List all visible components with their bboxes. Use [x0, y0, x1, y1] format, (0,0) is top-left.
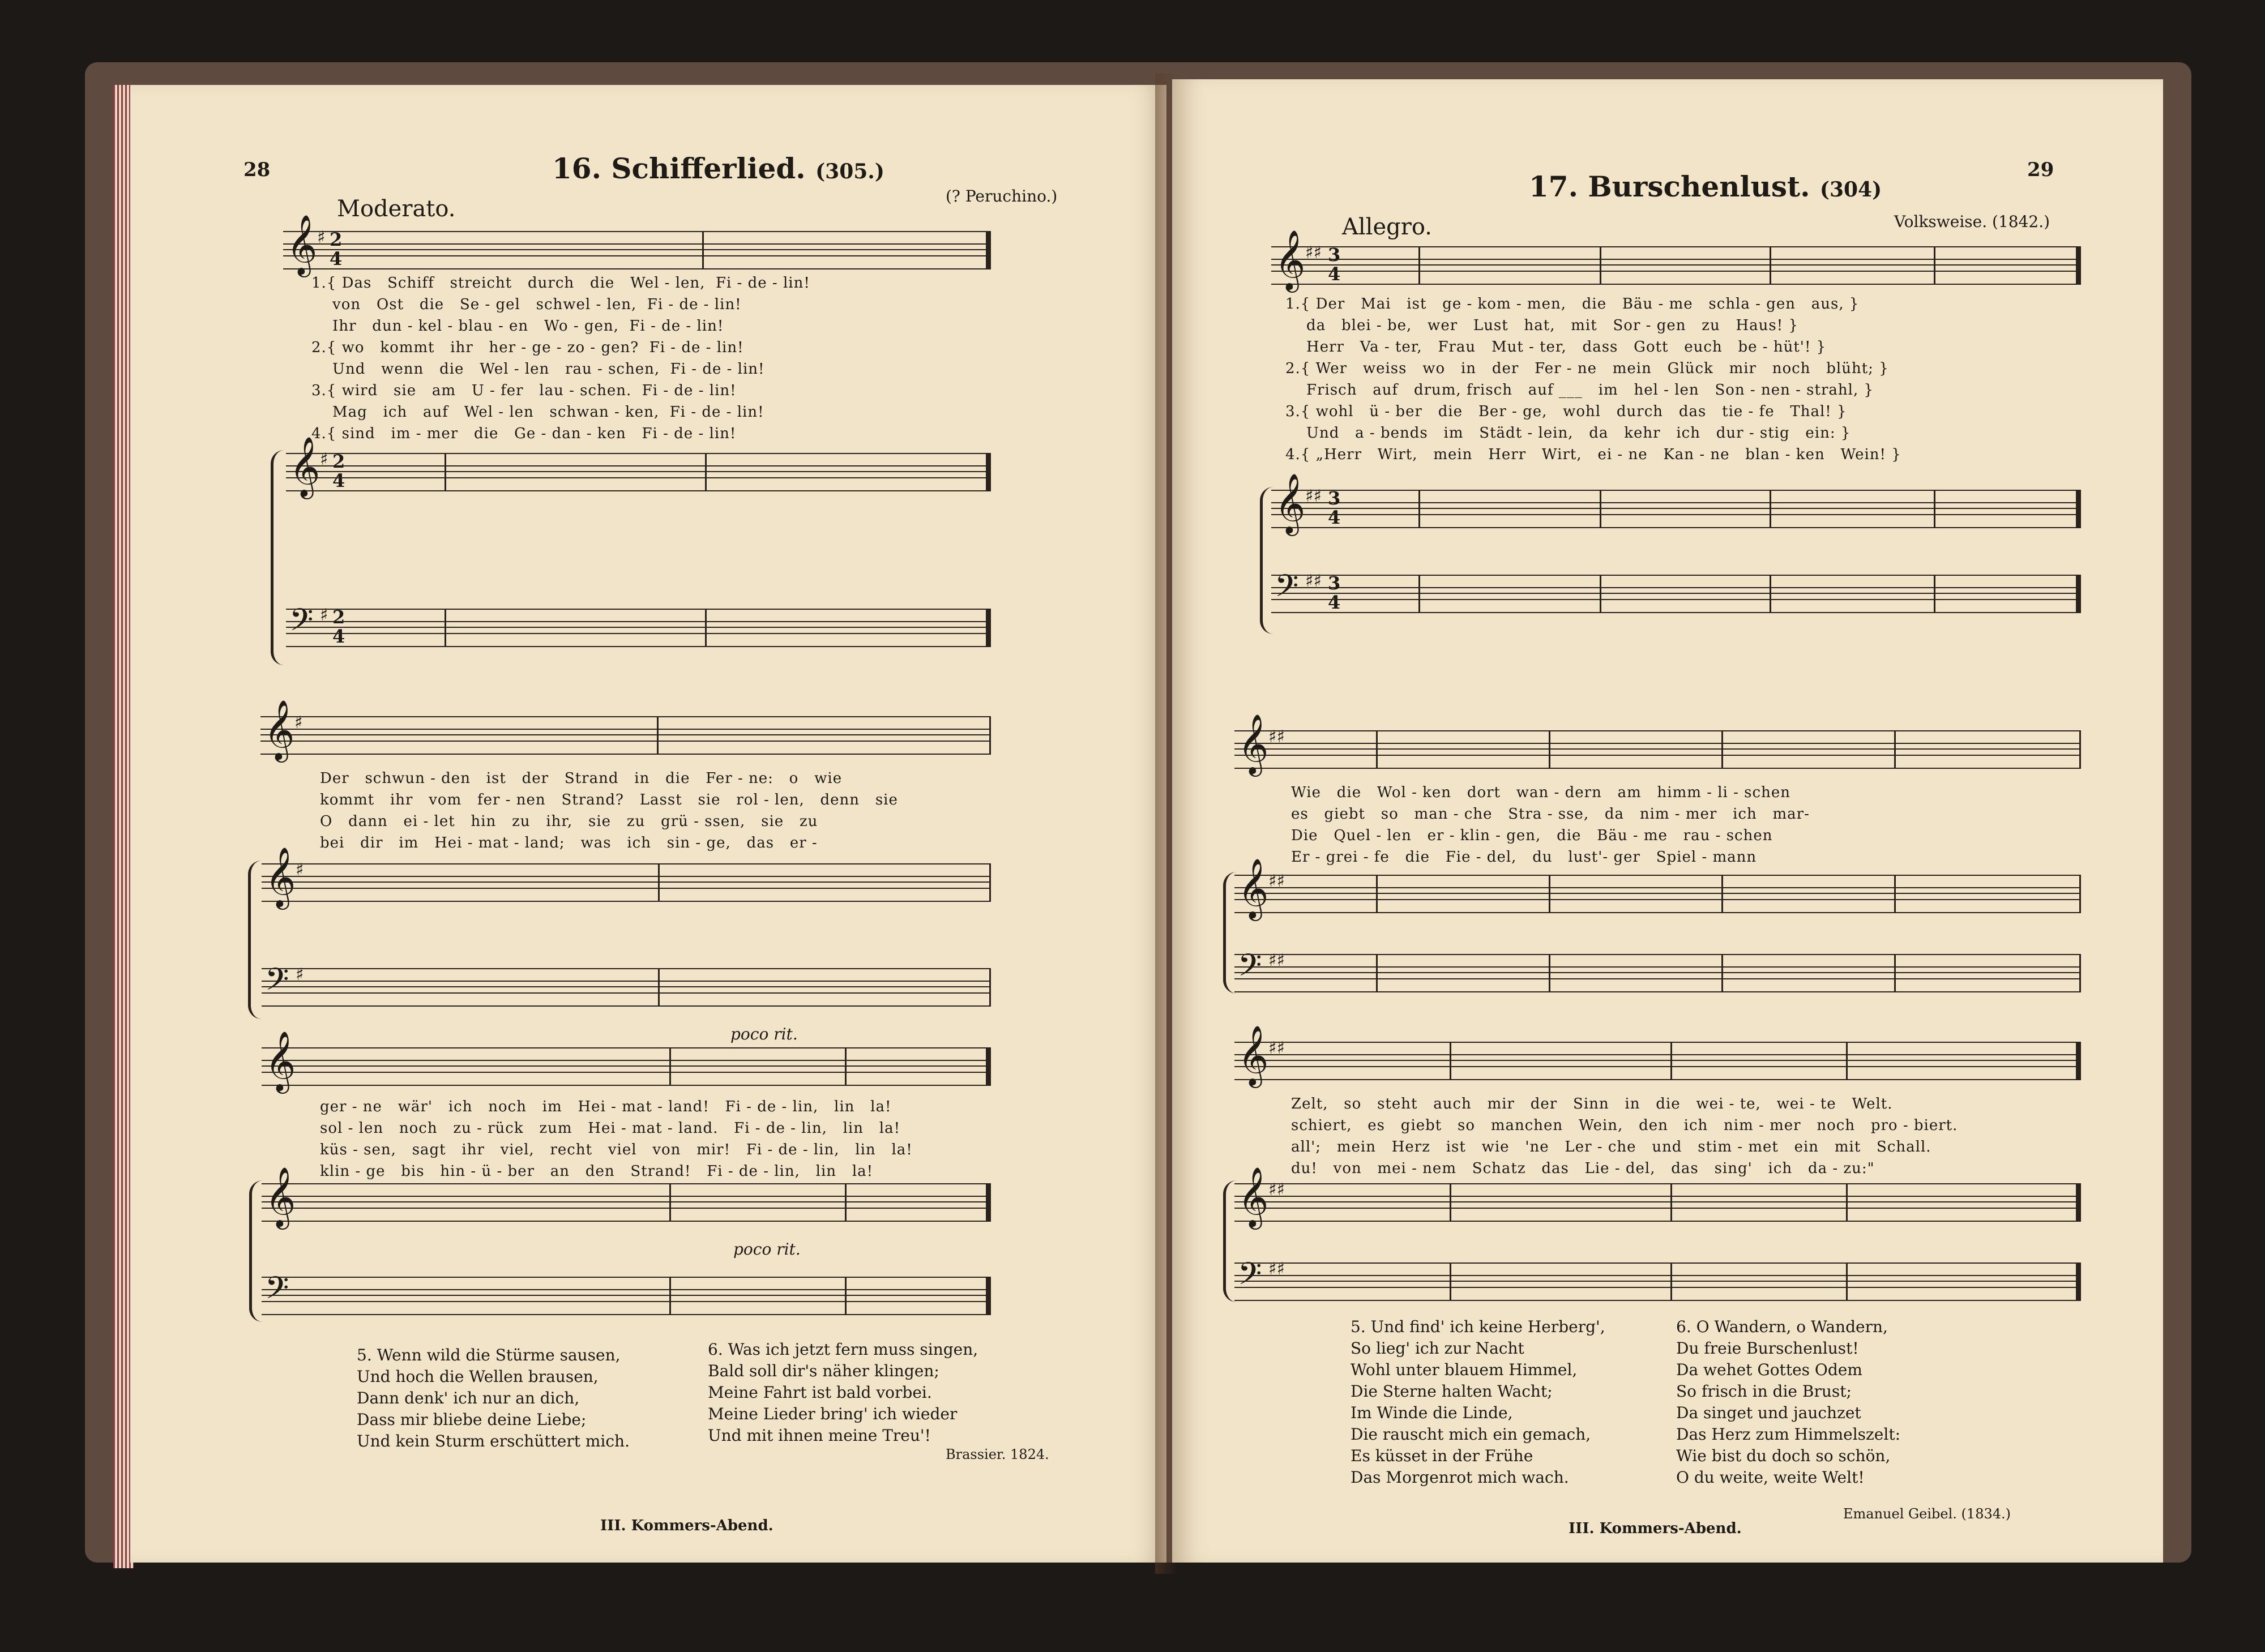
lyric-line: du! von mei - nem Schatz das Lie - del, das sing' ich da - zu:"	[1291, 1160, 1875, 1177]
stanza-line: Bald soll dir's näher klingen;	[708, 1362, 939, 1380]
lyric-line: Ihr dun - kel - blau - en Wo - gen, Fi - de - lin!	[311, 318, 724, 335]
stanza-6	[708, 1339, 978, 1446]
stanza-line: Und mit ihnen meine Treu'!	[708, 1426, 931, 1445]
stanza-line: Die Sterne halten Wacht;	[1351, 1382, 1553, 1401]
stanza-line: Dass mir bliebe deine Liebe;	[357, 1410, 587, 1429]
stanza-line: Wohl unter blauem Himmel,	[1351, 1360, 1578, 1379]
stanza-line: So frisch in die Brust;	[1676, 1382, 1852, 1401]
stanza-line: 6. Was ich jetzt fern muss singen,	[708, 1340, 978, 1359]
tempo-marking: Allegro.	[1342, 214, 1432, 240]
song-ref: (305.)	[815, 160, 884, 183]
right-page	[1172, 79, 2163, 1563]
stanza-line: Es küsset in der Frühe	[1351, 1446, 1533, 1465]
piano-treble-staff: 𝄞 ♯♯	[1234, 875, 2081, 913]
vocal-staff: 𝄞 ♯	[260, 716, 991, 755]
stanza-line: 5. Wenn wild die Stürme sausen,	[357, 1346, 621, 1364]
song-number: 17.	[1529, 170, 1578, 203]
stanza-line: Das Morgenrot mich wach.	[1351, 1468, 1569, 1487]
piano-brace	[271, 450, 287, 665]
song-title	[552, 152, 884, 185]
stanza-6	[1676, 1316, 1900, 1488]
stanza-line: Meine Fahrt ist bald vorbei.	[708, 1383, 932, 1402]
vocal-staff	[283, 214, 991, 275]
stanza-line: 5. Und find' ich keine Herberg',	[1351, 1317, 1605, 1336]
key-signature: ♯	[317, 228, 326, 247]
song-title-text: Burschenlust.	[1588, 170, 1810, 203]
stanza-line: Und hoch die Wellen brausen,	[357, 1367, 599, 1386]
lyric-line: ger - ne wär' ich noch im Hei - mat - land! Fi - de - lin, lin la!	[320, 1098, 892, 1115]
stanza-line: Im Winde die Linde,	[1351, 1403, 1513, 1422]
vocal-staff: 𝄞 ♯♯	[1234, 1042, 2081, 1080]
stanza-line: Dann denk' ich nur an dich,	[357, 1389, 580, 1407]
lyric-line: küs - sen, sagt ihr viel, recht viel von mir! Fi - de - lin, lin la!	[320, 1141, 913, 1158]
lyric-line: 1.{ Der Mai ist ge - kom - men, die Bäu - me schla - gen aus, }	[1285, 296, 1860, 313]
author-credit: Emanuel Geibel. (1834.)	[1843, 1506, 2011, 1522]
composer-credit: (? Peruchino.)	[946, 187, 1058, 206]
lyric-line: Er - grei - fe die Fie - del, du lust'- ger Spiel - mann	[1291, 849, 1757, 866]
lyric-line: da blei - be, wer Lust hat, mit Sor - gen zu Haus! }	[1285, 317, 1799, 334]
lyric-line: 3.{ wird sie am U - fer lau - schen. Fi - de - lin!	[311, 382, 737, 399]
vocal-staff: 𝄞 ♯♯ 3 4	[1271, 246, 2081, 285]
page-number: 28	[243, 159, 271, 181]
piano-bass-staff: 𝄢 ♯	[262, 968, 991, 1007]
lyric-line: O dann ei - let hin zu ihr, sie zu grü - ssen, sie zu	[320, 813, 818, 830]
lyric-line: 4.{ „Herr Wirt, mein Herr Wirt, ei - ne Kan - ne blan - ken Wein! }	[1285, 446, 1901, 463]
stanza-line: 6. O Wandern, o Wandern,	[1676, 1317, 1888, 1336]
stanza-line: Meine Lieder bring' ich wieder	[708, 1405, 958, 1423]
piano-bass-staff: 𝄢 ♯♯	[1234, 1262, 2081, 1301]
composer-credit: Volksweise. (1842.)	[1894, 212, 2050, 231]
stanza-line: Die rauscht mich ein gemach,	[1351, 1425, 1591, 1444]
stanza-line: Wie bist du doch so schön,	[1676, 1446, 1891, 1465]
song-title-text: Schifferlied.	[611, 152, 806, 185]
bass-clef-icon: 𝄢	[289, 602, 314, 645]
piano-bass-staff: 𝄢	[262, 1277, 991, 1315]
page-footer: III. Kommers-Abend.	[600, 1517, 773, 1534]
piano-treble-staff: 𝄞 ♯♯	[1234, 1183, 2081, 1222]
lyric-line: Frisch auf drum, frisch auf ___ im hel - len Son - nen - strahl, }	[1285, 382, 1874, 399]
lyric-line: von Ost die Se - gel schwel - len, Fi - de - lin!	[311, 296, 742, 313]
treble-clef-icon: 𝄞	[287, 214, 318, 275]
time-signature: 2 4	[330, 229, 343, 269]
lyric-line: klin - ge bis hin - ü - ber an den Strand! Fi - de - lin, lin la!	[320, 1163, 874, 1180]
lyric-line: schiert, es giebt so manchen Wein, den ich nim - mer noch pro - biert.	[1291, 1117, 1958, 1134]
dynamic-marking: poco rit.	[733, 1240, 801, 1259]
lyric-line: Die Quel - len er - klin - gen, die Bäu - me rau - schen	[1291, 827, 1773, 844]
page-footer: III. Kommers-Abend.	[1569, 1520, 1742, 1537]
piano-treble-staff: 𝄞 ♯♯ 3 4	[1271, 490, 2081, 528]
tempo-marking: Moderato.	[337, 196, 456, 222]
treble-clef-icon: 𝄞	[289, 436, 320, 497]
lyric-line: sol - len noch zu - rück zum Hei - mat - land. Fi - de - lin, lin la!	[320, 1120, 901, 1137]
stanza-5	[1351, 1316, 1605, 1488]
piano-bass-staff: 𝄢 ♯ 2 4	[286, 609, 991, 647]
lyric-line: Wie die Wol - ken dort wan - dern am himm - li - schen	[1291, 784, 1790, 801]
lyric-line: Und a - bends im Städt - lein, da kehr ich dur - stig ein: }	[1285, 425, 1851, 442]
stanza-line: So lieg' ich zur Nacht	[1351, 1339, 1524, 1358]
stanza-line: O du weite, weite Welt!	[1676, 1468, 1865, 1487]
lyric-line: Der schwun - den ist der Strand in die Fer - ne: o wie	[320, 770, 843, 787]
song-number: 16.	[552, 152, 601, 185]
piano-treble-staff: 𝄞	[262, 1183, 991, 1222]
stanza-line: Und kein Sturm erschüttert mich.	[357, 1432, 630, 1450]
lyric-line: all'; mein Herz ist wie 'ne Ler - che und stim - met ein mit Schall.	[1291, 1139, 1931, 1155]
piano-bass-staff: 𝄢 ♯♯	[1234, 954, 2081, 992]
vocal-staff: 𝄞 ♯♯	[1234, 730, 2081, 769]
left-page	[130, 85, 1166, 1563]
lyric-line: Herr Va - ter, Frau Mut - ter, dass Gott euch be - hüt'! }	[1285, 339, 1827, 356]
lyric-line: Mag ich auf Wel - len schwan - ken, Fi - de - lin!	[311, 404, 764, 421]
page-number: 29	[2027, 159, 2054, 181]
lyric-line: es giebt so man - che Stra - sse, da nim - mer ich mar-	[1291, 806, 1810, 823]
song-title	[1529, 170, 1882, 203]
stanza-line: Du freie Burschenlust!	[1676, 1339, 1859, 1358]
vocal-staff: 𝄞	[262, 1047, 991, 1086]
author-credit: Brassier. 1824.	[946, 1446, 1049, 1462]
lyric-line: 3.{ wohl ü - ber die Ber - ge, wohl durch das tie - fe Thal! }	[1285, 403, 1847, 420]
lyric-line: 1.{ Das Schiff streicht durch die Wel - len, Fi - de - lin!	[311, 275, 810, 292]
lyric-line: Zelt, so steht auch mir der Sinn in die wei - te, wei - te Welt.	[1291, 1095, 1893, 1112]
stanza-line: Das Herz zum Himmelszelt:	[1676, 1425, 1901, 1444]
lyric-line: kommt ihr vom fer - nen Strand? Lasst sie rol - len, denn sie	[320, 791, 898, 808]
song-ref: (304)	[1819, 178, 1882, 202]
piano-bass-staff: 𝄢 ♯♯ 3 4	[1271, 575, 2081, 613]
stanza-line: Da singet und jauchzet	[1676, 1403, 1861, 1422]
stanza-line: Da wehet Gottes Odem	[1676, 1360, 1862, 1379]
stanza-5	[357, 1345, 630, 1452]
lyric-line: Und wenn die Wel - len rau - schen, Fi - de - lin!	[311, 361, 765, 378]
lyric-line: 2.{ wo kommt ihr her - ge - zo - gen? Fi - de - lin!	[311, 339, 744, 356]
piano-treble-staff: 𝄞 ♯ 2 4	[286, 453, 991, 491]
lyric-line: bei dir im Hei - mat - land; was ich sin - ge, das er -	[320, 834, 818, 851]
dynamic-marking: poco rit.	[730, 1025, 798, 1043]
lyric-line: 2.{ Wer weiss wo in der Fer - ne mein Glück mir noch blüht; }	[1285, 360, 1889, 377]
lyric-line: 4.{ sind im - mer die Ge - dan - ken Fi - de - lin!	[311, 425, 737, 442]
piano-treble-staff: 𝄞 ♯	[262, 863, 991, 902]
